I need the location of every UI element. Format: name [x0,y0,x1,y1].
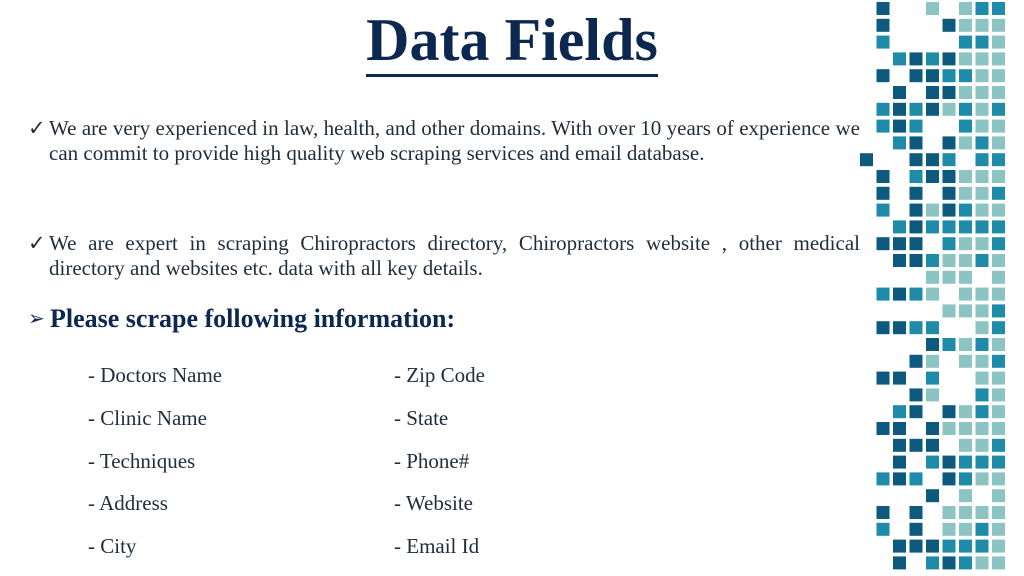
mosaic-square [959,506,972,519]
mosaic-square [992,103,1005,116]
mosaic-square [959,120,972,133]
mosaic-square [992,136,1005,149]
mosaic-square [992,506,1005,519]
mosaic-square [926,271,939,284]
mosaic-square [976,19,989,32]
mosaic-square [893,540,906,553]
mosaic-square [926,170,939,183]
mosaic-square [976,355,989,368]
mosaic-square [976,136,989,149]
mosaic-square [877,472,890,485]
field-item: - Phone# [394,449,470,473]
mosaic-square [959,422,972,435]
bullet-text: We are expert in scraping Chiropractors directory, Chiropractors website , other medical directory and websites etc. data with all key details. [49,231,860,280]
mosaic-square [959,439,972,452]
mosaic-square [926,103,939,116]
bullet-experience [28,116,860,166]
mosaic-square [926,489,939,502]
decorative-square-mosaic [858,0,1024,576]
mosaic-square [877,36,890,49]
mosaic-square [943,103,956,116]
section-heading [28,303,455,335]
mosaic-square [959,204,972,217]
mosaic-square [926,2,939,15]
mosaic-square [959,304,972,317]
mosaic-square [976,52,989,65]
mosaic-square [893,254,906,267]
mosaic-square [926,456,939,469]
mosaic-square [893,472,906,485]
mosaic-square [992,456,1005,469]
mosaic-square [959,254,972,267]
mosaic-square [926,556,939,569]
mosaic-square [959,103,972,116]
mosaic-square [992,321,1005,334]
mosaic-square [976,220,989,233]
mosaic-square [976,170,989,183]
mosaic-square [976,422,989,435]
mosaic-square [910,153,923,166]
mosaic-square [943,254,956,267]
field-item: - State [394,406,449,430]
mosaic-square [893,237,906,250]
mosaic-square [959,355,972,368]
mosaic-square [860,153,873,166]
mosaic-square [992,254,1005,267]
mosaic-square [893,103,906,116]
mosaic-square [992,288,1005,301]
mosaic-square [943,19,956,32]
section-heading-text: Please scrape following information: [50,304,456,333]
checkmark-icon: ✓ [28,231,46,255]
mosaic-square [926,254,939,267]
mosaic-square [959,36,972,49]
slide-title-text: Data Fields [366,8,658,77]
mosaic-square [992,338,1005,351]
mosaic-square [943,523,956,536]
mosaic-square [926,220,939,233]
mosaic-square [926,204,939,217]
checkmark-icon: ✓ [28,116,46,140]
arrow-bullet-icon: ➢ [28,308,45,330]
mosaic-square [943,304,956,317]
mosaic-square [943,237,956,250]
mosaic-square [959,52,972,65]
mosaic-square [976,321,989,334]
mosaic-square [959,456,972,469]
mosaic-square [877,288,890,301]
mosaic-square [893,52,906,65]
mosaic-square [992,439,1005,452]
field-item: - Clinic Name [88,406,207,430]
mosaic-square [976,540,989,553]
mosaic-square [893,556,906,569]
mosaic-square [943,338,956,351]
mosaic-square [959,540,972,553]
mosaic-square [926,355,939,368]
mosaic-square [976,304,989,317]
mosaic-square [910,220,923,233]
mosaic-square [959,472,972,485]
mosaic-square [893,372,906,385]
mosaic-square [992,405,1005,418]
mosaic-square [910,472,923,485]
mosaic-square [992,170,1005,183]
mosaic-square [910,321,923,334]
mosaic-square [910,52,923,65]
mosaic-square [910,540,923,553]
mosaic-square [976,506,989,519]
mosaic-square [976,204,989,217]
mosaic-square [877,321,890,334]
mosaic-square [943,136,956,149]
mosaic-square [893,120,906,133]
mosaic-square [943,271,956,284]
mosaic-square [877,204,890,217]
mosaic-square [959,489,972,502]
mosaic-square [893,136,906,149]
mosaic-square [910,103,923,116]
mosaic-square [992,355,1005,368]
field-item: - Website [394,491,473,515]
mosaic-square [976,388,989,401]
mosaic-square [959,86,972,99]
mosaic-square [959,288,972,301]
mosaic-square [877,506,890,519]
mosaic-square [910,388,923,401]
mosaic-square [943,422,956,435]
mosaic-square [893,220,906,233]
mosaic-square [910,204,923,217]
mosaic-square [959,187,972,200]
mosaic-square [976,456,989,469]
mosaic-square [926,439,939,452]
mosaic-square [959,523,972,536]
mosaic-square [926,52,939,65]
mosaic-square [893,86,906,99]
mosaic-square [877,170,890,183]
mosaic-square [877,422,890,435]
mosaic-square [959,69,972,82]
mosaic-square [992,372,1005,385]
mosaic-square [976,338,989,351]
bullet-text: We are very experienced in law, health, and other domains. With over 10 years of experience we can commit to provide high quality web scraping services and email database. [49,116,860,165]
mosaic-square [992,237,1005,250]
mosaic-square [976,187,989,200]
mosaic-square [910,523,923,536]
mosaic-square [943,506,956,519]
mosaic-square [910,170,923,183]
mosaic-square [943,472,956,485]
mosaic-square [976,472,989,485]
mosaic-square [910,439,923,452]
field-item: - Doctors Name [88,363,223,387]
mosaic-square [976,405,989,418]
mosaic-square [992,120,1005,133]
mosaic-square [893,439,906,452]
mosaic-square [893,288,906,301]
mosaic-square [976,86,989,99]
mosaic-square [992,52,1005,65]
mosaic-square [877,372,890,385]
field-item: - City [88,534,137,558]
mosaic-square [910,254,923,267]
mosaic-square [976,237,989,250]
mosaic-square [959,405,972,418]
mosaic-square [926,338,939,351]
mosaic-square [926,69,939,82]
mosaic-square [877,523,890,536]
mosaic-square [943,204,956,217]
mosaic-square [992,422,1005,435]
mosaic-square [992,187,1005,200]
mosaic-square [893,405,906,418]
mosaic-square [992,489,1005,502]
mosaic-square [910,506,923,519]
mosaic-square [877,19,890,32]
mosaic-square [926,153,939,166]
mosaic-square [943,52,956,65]
mosaic-square [910,120,923,133]
mosaic-square [976,372,989,385]
mosaic-square [943,153,956,166]
mosaic-square [959,136,972,149]
mosaic-square [943,170,956,183]
mosaic-square [992,19,1005,32]
mosaic-square [976,254,989,267]
mosaic-square [992,271,1005,284]
mosaic-square [926,321,939,334]
mosaic-square [943,220,956,233]
mosaic-square [992,556,1005,569]
mosaic-square [943,456,956,469]
mosaic-square [910,136,923,149]
mosaic-square [877,2,890,15]
mosaic-square [959,19,972,32]
mosaic-square [976,523,989,536]
mosaic-square [943,187,956,200]
mosaic-square [976,288,989,301]
mosaic-square [893,456,906,469]
mosaic-square [992,36,1005,49]
mosaic-square [877,69,890,82]
mosaic-square [943,405,956,418]
bullet-expertise [28,231,860,281]
mosaic-square [992,540,1005,553]
mosaic-square [877,103,890,116]
mosaic-square [959,220,972,233]
mosaic-square [992,388,1005,401]
mosaic-square [976,556,989,569]
mosaic-square [943,556,956,569]
mosaic-square [926,86,939,99]
mosaic-square [910,237,923,250]
mosaic-square [976,103,989,116]
mosaic-square [992,204,1005,217]
mosaic-square [992,220,1005,233]
mosaic-square [926,540,939,553]
mosaic-square [976,69,989,82]
mosaic-square [877,120,890,133]
mosaic-square [992,304,1005,317]
mosaic-square [877,187,890,200]
mosaic-square [976,36,989,49]
mosaic-square [992,472,1005,485]
mosaic-square [943,69,956,82]
mosaic-square [959,2,972,15]
mosaic-square [910,69,923,82]
mosaic-square [910,187,923,200]
mosaic-square [910,355,923,368]
mosaic-square [992,69,1005,82]
mosaic-square [943,86,956,99]
mosaic-square [992,86,1005,99]
mosaic-square [893,321,906,334]
mosaic-square [992,523,1005,536]
mosaic-square [959,271,972,284]
mosaic-square [910,405,923,418]
mosaic-square [959,237,972,250]
mosaic-square [910,288,923,301]
mosaic-square [959,338,972,351]
field-item: - Techniques [88,449,196,473]
field-item: - Zip Code [394,363,485,387]
mosaic-square [976,120,989,133]
mosaic-square [926,372,939,385]
mosaic-square [943,540,956,553]
mosaic-square [926,288,939,301]
mosaic-square [893,422,906,435]
mosaic-square [926,422,939,435]
mosaic-square [992,2,1005,15]
mosaic-square [959,170,972,183]
mosaic-square [976,439,989,452]
field-item: - Address [88,491,168,515]
field-item: - Email Id [394,534,480,558]
mosaic-square [877,237,890,250]
mosaic-square [992,153,1005,166]
mosaic-square [926,388,939,401]
mosaic-square [976,153,989,166]
mosaic-square [959,556,972,569]
mosaic-square [976,2,989,15]
